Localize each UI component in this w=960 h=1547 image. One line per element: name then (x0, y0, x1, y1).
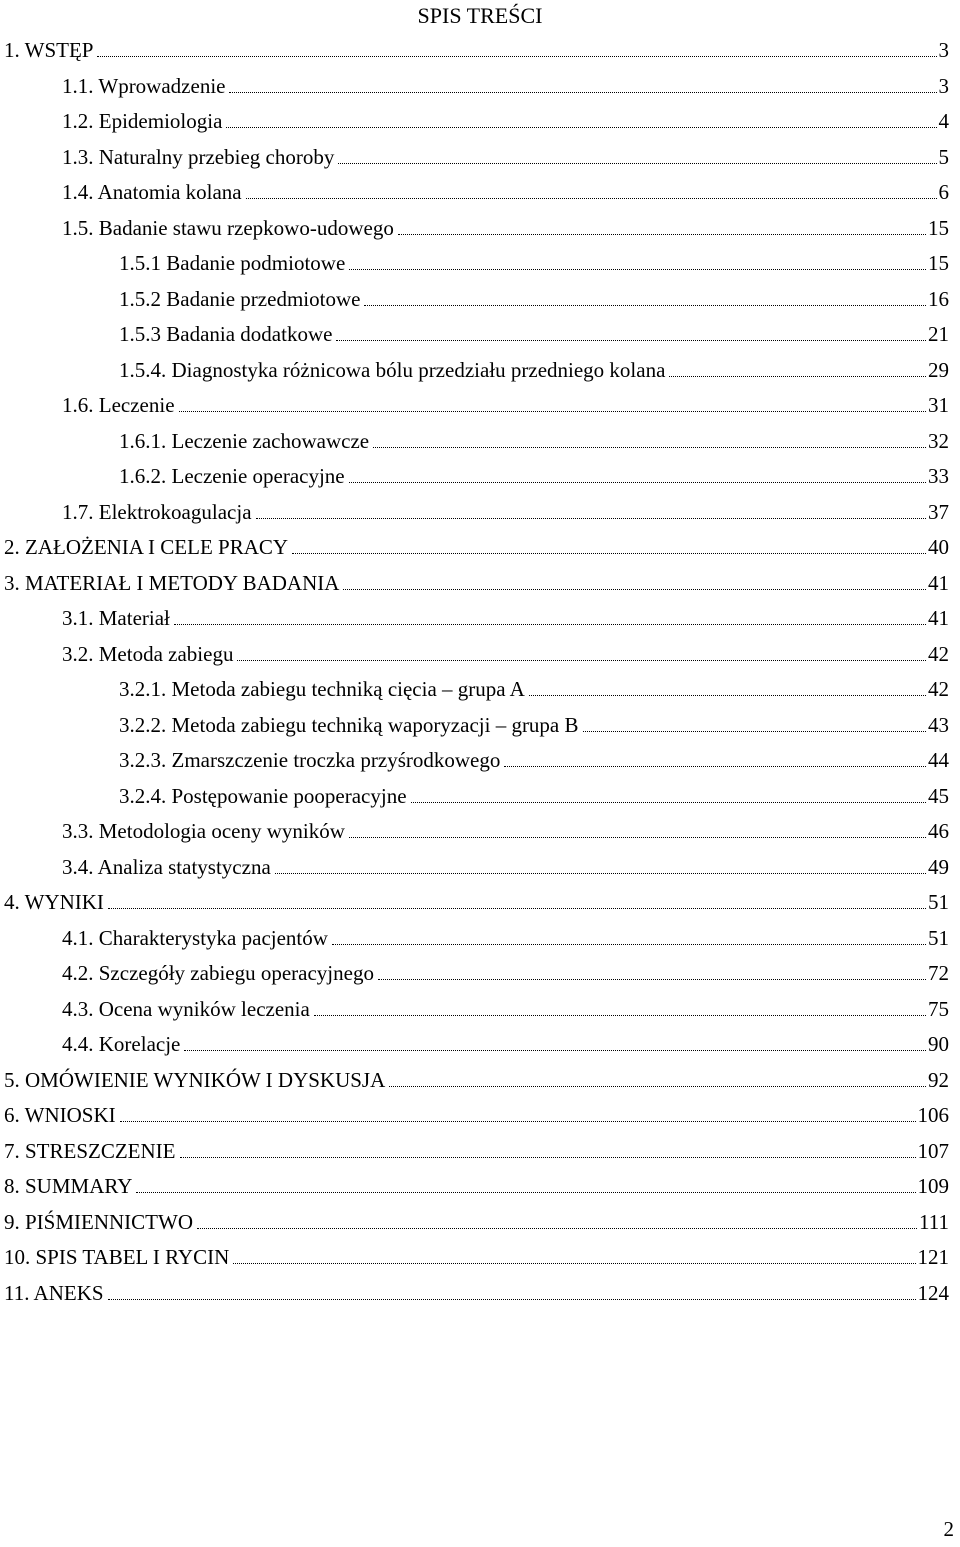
toc-entry-page-number: 3 (938, 38, 949, 62)
toc-entry-label: 1.5.2 Badanie przedmiotowe (119, 287, 361, 311)
toc-entry-label: 4.1. Charakterystyka pacjentów (62, 926, 328, 950)
toc-entry[interactable] (119, 782, 949, 810)
dot-leader (229, 92, 936, 93)
toc-entry-label: 7. STRESZCZENIE (4, 1139, 176, 1163)
toc-entry[interactable] (119, 675, 949, 703)
toc-entry-label: 3.2.1. Metoda zabiegu techniką cięcia – grupa A (119, 677, 525, 701)
toc-entry[interactable] (4, 888, 949, 916)
toc-entry-label: 1.1. Wprowadzenie (62, 74, 226, 98)
toc-entry-label: 4. WYNIKI (4, 890, 104, 914)
toc-entry[interactable] (119, 320, 949, 348)
dot-leader (184, 1050, 926, 1051)
toc-entry-page-number: 51 (928, 890, 949, 914)
toc-entry-page-number: 111 (919, 1210, 949, 1234)
dot-leader (343, 589, 926, 590)
toc-entry-page-number: 107 (917, 1139, 949, 1163)
toc-entry[interactable] (62, 143, 949, 171)
toc-entry[interactable] (62, 178, 949, 206)
toc-entry-label: 11. ANEKS (4, 1281, 104, 1305)
toc-entry-page-number: 15 (928, 216, 949, 240)
toc-entry-page-number: 40 (928, 535, 949, 559)
dot-leader (349, 482, 926, 483)
toc-entry-label: 1.6.1. Leczenie zachowawcze (119, 429, 370, 453)
dot-leader (226, 127, 936, 128)
toc-entry-page-number: 37 (928, 500, 949, 524)
toc-entry-page-number: 42 (928, 642, 949, 666)
dot-leader (97, 56, 936, 57)
toc-entry-label: 1.7. Elektrokoagulacja (62, 500, 252, 524)
dot-leader (504, 766, 926, 767)
toc-entry-label: 9. PIŚMIENNICTWO (4, 1210, 193, 1234)
dot-leader (179, 411, 926, 412)
dot-leader (233, 1263, 915, 1264)
toc-entry[interactable] (4, 1172, 949, 1200)
toc-entry-label: 4.3. Ocena wyników leczenia (62, 997, 310, 1021)
toc-entry-label: 2. ZAŁOŻENIA I CELE PRACY (4, 535, 289, 559)
toc-entry-page-number: 42 (928, 677, 949, 701)
toc-entry-page-number: 49 (928, 855, 949, 879)
toc-entry-label: 1. WSTĘP (4, 38, 94, 62)
dot-leader (336, 340, 926, 341)
dot-leader (314, 1015, 926, 1016)
toc-entry-page-number: 51 (928, 926, 949, 950)
toc-entry[interactable] (119, 249, 949, 277)
dot-leader (108, 1299, 916, 1300)
toc-entry-page-number: 109 (917, 1174, 949, 1198)
dot-leader (136, 1192, 915, 1193)
dot-leader (338, 163, 936, 164)
toc-entry-label: 1.5. Badanie stawu rzepkowo-udowego (62, 216, 394, 240)
toc-entry[interactable] (4, 1279, 949, 1307)
dot-leader (669, 376, 926, 377)
toc-entry-page-number: 106 (917, 1103, 949, 1127)
dot-leader (411, 802, 926, 803)
toc-entry-page-number: 31 (928, 393, 949, 417)
toc-entry-label: 1.4. Anatomia kolana (62, 180, 242, 204)
toc-entry[interactable] (4, 1066, 949, 1094)
toc-entry-label: 3.1. Materiał (62, 606, 170, 630)
toc-entry-page-number: 124 (917, 1281, 949, 1305)
dot-leader (108, 908, 926, 909)
toc-entry-page-number: 33 (928, 464, 949, 488)
toc-entry[interactable] (119, 746, 949, 774)
toc-entry[interactable] (4, 533, 949, 561)
toc-entry[interactable] (62, 498, 949, 526)
dot-leader (292, 553, 926, 554)
toc-entry[interactable] (62, 640, 949, 668)
dot-leader (180, 1157, 916, 1158)
toc-entry[interactable] (119, 462, 949, 490)
toc-entry[interactable] (4, 1101, 949, 1129)
toc-entry-label: 3.2. Metoda zabiegu (62, 642, 234, 666)
toc-entry-label: 3.2.4. Postępowanie pooperacyjne (119, 784, 407, 808)
toc-entry[interactable] (62, 959, 949, 987)
toc-entry-label: 3.4. Analiza statystyczna (62, 855, 271, 879)
dot-leader (246, 198, 937, 199)
dot-leader (197, 1228, 917, 1229)
toc-entry[interactable] (62, 72, 949, 100)
dot-leader (256, 518, 926, 519)
toc-entry-label: 4.2. Szczegóły zabiegu operacyjnego (62, 961, 374, 985)
toc-entry-page-number: 29 (928, 358, 949, 382)
toc-entry-page-number: 46 (928, 819, 949, 843)
toc-entry-page-number: 121 (917, 1245, 949, 1269)
toc-entry-label: 3.3. Metodologia oceny wyników (62, 819, 345, 843)
toc-entry[interactable] (62, 604, 949, 632)
dot-leader (174, 624, 926, 625)
toc-entry[interactable] (4, 1208, 949, 1236)
dot-leader (583, 731, 926, 732)
toc-entry[interactable] (62, 924, 949, 952)
toc-entry-page-number: 6 (938, 180, 949, 204)
toc-entry-label: 1.3. Naturalny przebieg choroby (62, 145, 335, 169)
toc-entry-page-number: 32 (928, 429, 949, 453)
toc-entry-label: 8. SUMMARY (4, 1174, 133, 1198)
page-number: 2 (943, 1517, 954, 1541)
toc-entry[interactable] (119, 285, 949, 313)
toc-entry-page-number: 90 (928, 1032, 949, 1056)
toc-entry-label: 3.2.2. Metoda zabiegu techniką waporyzacji – grupa B (119, 713, 579, 737)
dot-leader (120, 1121, 916, 1122)
toc-entry-page-number: 72 (928, 961, 949, 985)
toc-entry[interactable] (4, 569, 949, 597)
toc-entry-page-number: 45 (928, 784, 949, 808)
dot-leader (378, 979, 926, 980)
toc-entry-label: 1.5.4. Diagnostyka różnicowa bólu przedziału przedniego kolana (119, 358, 666, 382)
toc-entry-label: 1.2. Epidemiologia (62, 109, 223, 133)
dot-leader (389, 1086, 926, 1087)
toc-entry-page-number: 21 (928, 322, 949, 346)
toc-entry-label: 4.4. Korelacje (62, 1032, 181, 1056)
toc-entry[interactable] (62, 817, 949, 845)
toc-entry[interactable] (62, 214, 949, 242)
toc-entry-label: 1.6. Leczenie (62, 393, 175, 417)
dot-leader (373, 447, 926, 448)
toc-entry-page-number: 16 (928, 287, 949, 311)
toc-entry-page-number: 3 (938, 74, 949, 98)
dot-leader (398, 234, 926, 235)
toc-entry-label: 3.2.3. Zmarszczenie troczka przyśrodkowego (119, 748, 501, 772)
dot-leader (349, 837, 926, 838)
toc-entry[interactable] (62, 391, 949, 419)
toc-entry[interactable] (62, 1030, 949, 1058)
toc-entry[interactable] (119, 356, 949, 384)
dot-leader (237, 660, 926, 661)
toc-entry-label: 3. MATERIAŁ I METODY BADANIA (4, 571, 340, 595)
toc-entry-page-number: 92 (928, 1068, 949, 1092)
dot-leader (332, 944, 926, 945)
toc-entry-label: 1.5.3 Badania dodatkowe (119, 322, 333, 346)
toc-entry[interactable] (4, 1243, 949, 1271)
toc-entry-label: 6. WNIOSKI (4, 1103, 116, 1127)
toc-entry[interactable] (62, 107, 949, 135)
toc-entry-page-number: 41 (928, 571, 949, 595)
toc-entry[interactable] (4, 1137, 949, 1165)
toc-entry[interactable] (119, 711, 949, 739)
toc-entry-label: 10. SPIS TABEL I RYCIN (4, 1245, 230, 1269)
toc-entry-page-number: 5 (938, 145, 949, 169)
toc-entry-page-number: 41 (928, 606, 949, 630)
toc-entry-label: 1.6.2. Leczenie operacyjne (119, 464, 345, 488)
toc-entry[interactable] (119, 427, 949, 455)
toc-entry-label: 1.5.1 Badanie podmiotowe (119, 251, 346, 275)
toc-entry[interactable] (62, 853, 949, 881)
dot-leader (275, 873, 926, 874)
toc-entry[interactable] (62, 995, 949, 1023)
dot-leader (364, 305, 926, 306)
toc-entry[interactable] (4, 36, 949, 64)
toc-entry-page-number: 44 (928, 748, 949, 772)
dot-leader (349, 269, 926, 270)
toc-entry-page-number: 75 (928, 997, 949, 1021)
toc-entry-page-number: 4 (938, 109, 949, 133)
page-title: SPIS TREŚCI (417, 3, 543, 28)
toc-entry-page-number: 15 (928, 251, 949, 275)
dot-leader (529, 695, 926, 696)
toc-entry-page-number: 43 (928, 713, 949, 737)
toc-entry-label: 5. OMÓWIENIE WYNIKÓW I DYSKUSJA (4, 1068, 386, 1092)
